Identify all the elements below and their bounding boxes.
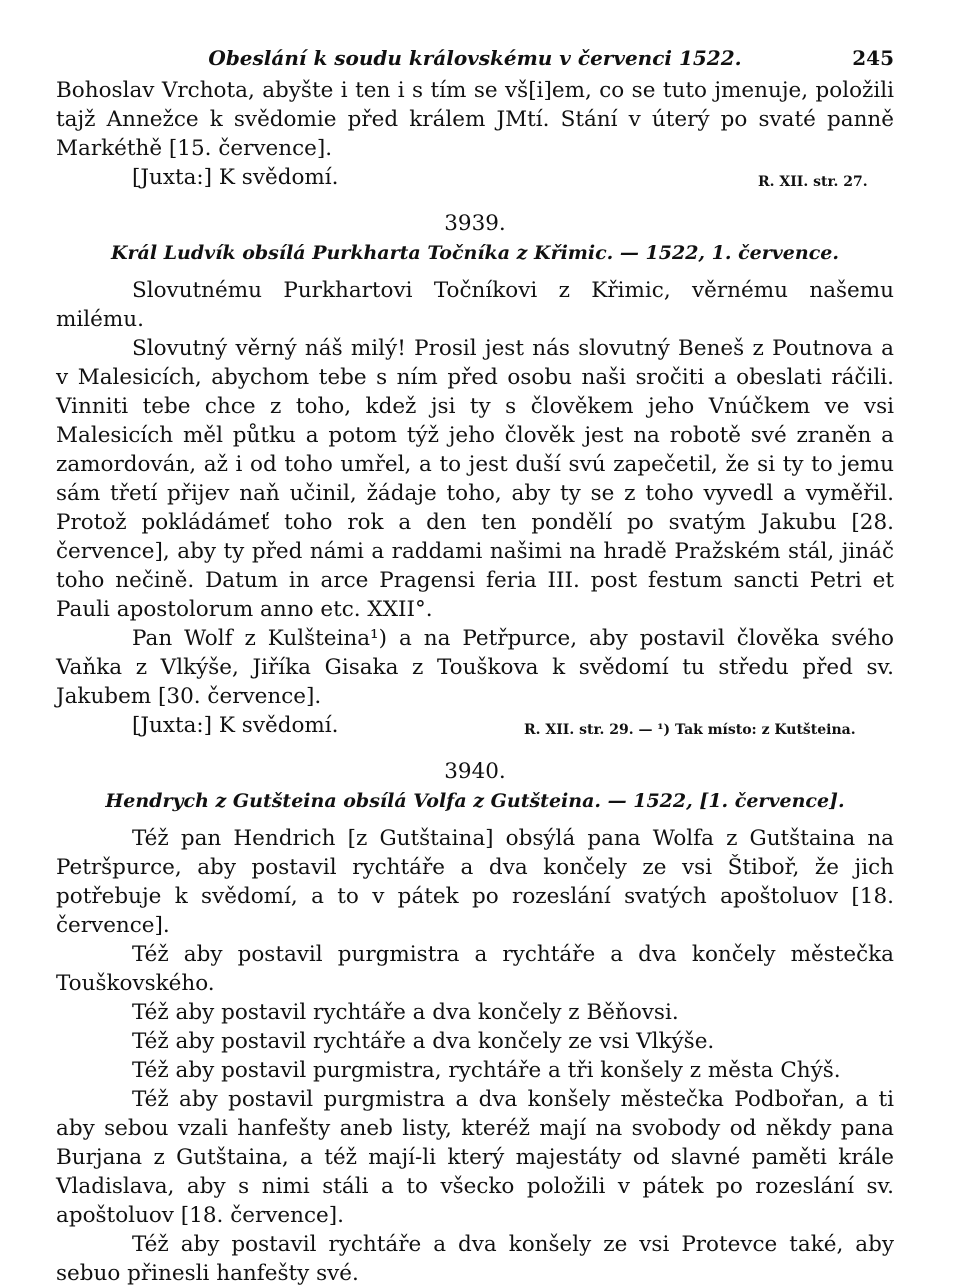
continued-paragraph: Bohoslav Vrchota, abyšte i ten i s tím se vš[i]em, co se tuto jmenuje, položili tajž Annežce k svědomie před králem JMtí. Stání v úterý po svaté panně Markéthě [15. července]. (56, 78, 894, 161)
juxta-line (56, 711, 894, 745)
letter-body: Slovutný věrný náš milý! Prosil jest nás slovutný Beneš z Poutnova a v Malesicích, abychom tebe s ním před osobu naši sročiti a obeslati ráčili. Vinniti tebe chce z toho, kdež jsi ty s člověkem jeho Vnúčkem ve vsi Malesicích měl půtku a potom týž jeho člověk jest na robotě své zraněn a zamordován, až i od toho umřel, a to jest duší svú zapečetil, že si ty to jemu sám třetí přijev naň učinil, žádaje toho, aby ty se z toho vyvedl a vyměřil. Protož pokládámeť toho rok a den ten pondělí po svatým Jakubu [28. července], aby ty před námi a raddami našimi na hradě Pražském stál, jináč toho nečině. Datum in arce Pragensi feria III. post festum sancti Petri et Pauli apostolorum anno etc. XXII°. (56, 336, 894, 622)
entry-paragraph: Též aby postavil rychtáře a dva končely z Běňovsi. (132, 1000, 679, 1025)
entry-title: Král Ludvík obsílá Purkharta Točníka z Křimic. — 1522, 1. července. (111, 242, 839, 264)
entry-number: 3939. (444, 211, 506, 236)
entry-paragraph: Též aby postavil rychtáře a dva končely ze vsi Vlkýše. (132, 1029, 715, 1054)
entry-paragraph: Též aby postavil purgmistra, rychtáře a tři konšely z města Chýš. (132, 1058, 841, 1083)
juxta-note: [Juxta:] K svědomí. (132, 713, 339, 738)
entry-paragraph: Též aby postavil purgmistra a rychtáře a dva končely městečka Touškovského. (56, 942, 894, 996)
juxta-note: [Juxta:] K svědomí. (132, 165, 339, 190)
page-header (56, 42, 894, 76)
entry-paragraph: Též aby postavil rychtáře a dva konšely ze vsi Protevce také, aby sebuo přinesli hanfešty své. (56, 1232, 894, 1286)
juxta-line (56, 163, 894, 197)
document-page (56, 42, 894, 1288)
address-line: Slovutnému Purkhartovi Točníkovi z Křimic, věrnému našemu milému. (56, 278, 894, 332)
entry-title: Hendrych z Gutšteina obsílá Volfa z Gutšteina. — 1522, [1. července]. (105, 790, 845, 812)
register-reference: R. XII. str. 29. — ¹) Tak místo: z Kutšteina. (524, 722, 856, 738)
entry-number: 3940. (444, 759, 506, 784)
register-reference: R. XII. str. 27. (758, 174, 868, 190)
page-number: 245 (852, 46, 894, 70)
entry-paragraph: Též aby postavil purgmistra a dva konšely městečka Podbořan, a ti aby sebou vzali hanfešty aneb listy, kteréž mají na svobody od někdy pana Burjana z Gutštaina, a též mají-li který majestáty od slavné paměti krále Vladislava, aby s nimi stáli a to všecko položili v pátek po rozeslání sv. apoštoluov [18. července]. (56, 1087, 894, 1228)
summons-paragraph: Pan Wolf z Kulšteina¹) a na Petřpurce, aby postavil člověka svého Vaňka z Vlkýše, Jiříka Gisaka z Touškova k svědomí tu středu před sv. Jakubem [30. července]. (56, 626, 894, 709)
running-title: Obeslání k soudu královskému v červenci 1522. (208, 46, 742, 70)
entry-paragraph: Též pan Hendrich [z Gutštaina] obsýlá pana Wolfa z Gutštaina na Petršpurce, aby postavil rychtáře a dva končely ze vsi Štiboř, že jich potřebuje k svědomí, a to v pátek po rozeslání svatých apoštoluov [18. července]. (56, 826, 894, 938)
